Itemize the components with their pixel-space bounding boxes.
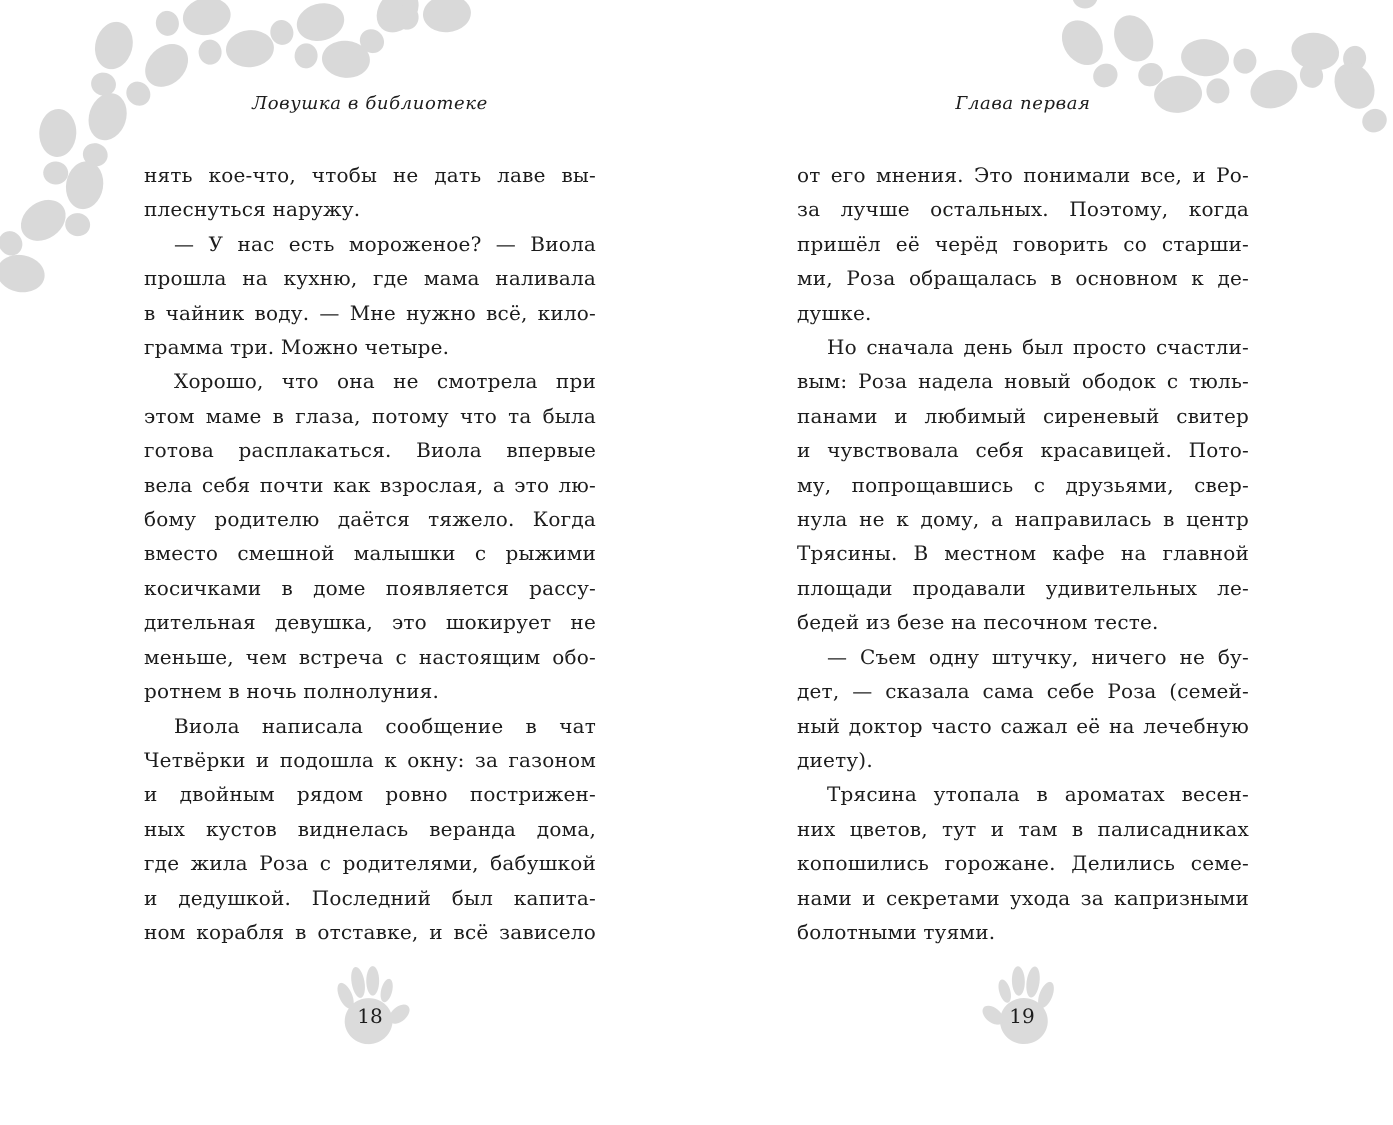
text-line: грамма три. Можно четыре. [144, 335, 450, 360]
text-line: где жила Роза с родителями, бабушкой [144, 851, 596, 876]
right-running-head: Глава первая [955, 93, 1091, 114]
left-page-footer [314, 962, 426, 1058]
text-line: пришёл её черёд говорить со старши- [797, 231, 1249, 256]
text-line: площади продавали удивительных ле- [797, 575, 1249, 600]
text-line: и дедушкой. Последний был капита- [144, 885, 596, 910]
footprint-icon [80, 16, 139, 104]
text-line: вым: Роза надела новый ободок с тюль- [797, 369, 1249, 394]
text-line: готова расплакаться. Виола впервые [144, 438, 596, 463]
text-line: Виола написала сообщение в чат [174, 713, 596, 738]
footprint-icon [1105, 7, 1175, 96]
footprint-icon [289, 35, 372, 82]
text-line: душке. [797, 300, 872, 325]
footprint-icon [390, 0, 473, 38]
footprint-icon [1052, 11, 1131, 99]
text-line: ми, Роза обращалась в основном к де- [797, 266, 1249, 291]
footprint-icon [1178, 36, 1261, 83]
footprint-icon [149, 0, 235, 46]
text-line: нами и секретами ухода за капризными [797, 885, 1249, 910]
footprint-icon [262, 0, 350, 56]
text-line: них цветов, тут и там в палисадниках [797, 816, 1249, 841]
text-line: прошла на кухню, где мама наливала [144, 266, 596, 291]
text-line: Но сначала день был просто счастли- [827, 335, 1249, 360]
text-line: вела себя почти как взрослая, а это лю- [144, 472, 596, 497]
text-line: Трясина утопала в ароматах весен- [827, 782, 1249, 807]
footprint-icon [0, 244, 49, 297]
text-line: ном корабля в отставке, и всё зависело [144, 919, 596, 944]
text-line: ротнем в ночь полнолуния. [144, 679, 439, 704]
text-line: панами и любимый сиреневый свитер [797, 403, 1249, 428]
text-line: нять кое-что, чтобы не дать лаве вы- [144, 163, 596, 187]
text-line: диету). [797, 747, 873, 772]
text-line: — У нас есть мороженое? — Виола [174, 231, 596, 256]
right-page-footer [966, 962, 1078, 1058]
text-line: Четвёрки и подошла к окну: за газоном [144, 747, 596, 772]
right-page-number: 19 [1009, 1004, 1035, 1028]
text-line: этом маме в глаза, потому что та была [144, 403, 596, 428]
footprint-icon [193, 27, 276, 74]
text-line: меньше, чем встреча с настоящим обо- [144, 644, 596, 669]
left-page-text [144, 158, 596, 949]
text-line: и чувствовала себя красавицей. Пото- [797, 438, 1249, 463]
text-line: Трясины. В местном кафе на главной [797, 541, 1249, 566]
text-line: бедей из безе на песочном тесте. [797, 610, 1159, 635]
text-line: плеснуться наружу. [144, 197, 361, 222]
footprint-icon [347, 0, 429, 65]
footprint-icon [55, 157, 108, 243]
text-line: му, попрощавшись с друзьями, свер- [797, 472, 1249, 497]
text-line: бому родителю даётся тяжело. Когда [144, 507, 596, 532]
text-line: Хорошо, что она не смотрела при [174, 369, 596, 394]
footprint-icon [1244, 52, 1333, 117]
text-line: за лучше остальных. Поэтому, когда [797, 197, 1249, 222]
text-line: косичками в доме появляется рассу- [144, 575, 596, 600]
text-line: ный доктор часто сажал её на лечебную [797, 713, 1249, 738]
text-line: и двойным рядом ровно пострижен- [144, 782, 596, 807]
footprint-icon [1287, 27, 1373, 80]
right-page-text [797, 158, 1249, 949]
left-page-number: 18 [357, 1004, 383, 1028]
footprint-icon [72, 87, 135, 175]
footprint-icon [1065, 0, 1105, 12]
left-running-head: Ловушка в библиотеке [252, 93, 488, 114]
text-line: дет, — сказала сама себе Роза (семей- [797, 679, 1249, 704]
text-line: от его мнения. Это понимали все, и Ро- [797, 163, 1249, 187]
text-line: — Съем одну штучку, ничего не бу- [827, 644, 1249, 669]
text-line: нула не к дому, а направилась в центр [797, 507, 1249, 532]
text-line: копошились горожане. Делились семе- [797, 851, 1249, 876]
text-line: ных кустов виднелась веранда дома, [144, 816, 596, 841]
footprint-icon [35, 107, 79, 189]
text-line: дительная девушка, это шокирует не [144, 610, 596, 635]
text-line: в чайник воду. — Мне нужно всё, кило- [144, 300, 596, 325]
text-line: болотными туями. [797, 919, 996, 944]
footprint-icon [1325, 54, 1393, 143]
footprint-icon [0, 190, 75, 269]
text-line: вместо смешной малышки с рыжими [144, 541, 596, 566]
